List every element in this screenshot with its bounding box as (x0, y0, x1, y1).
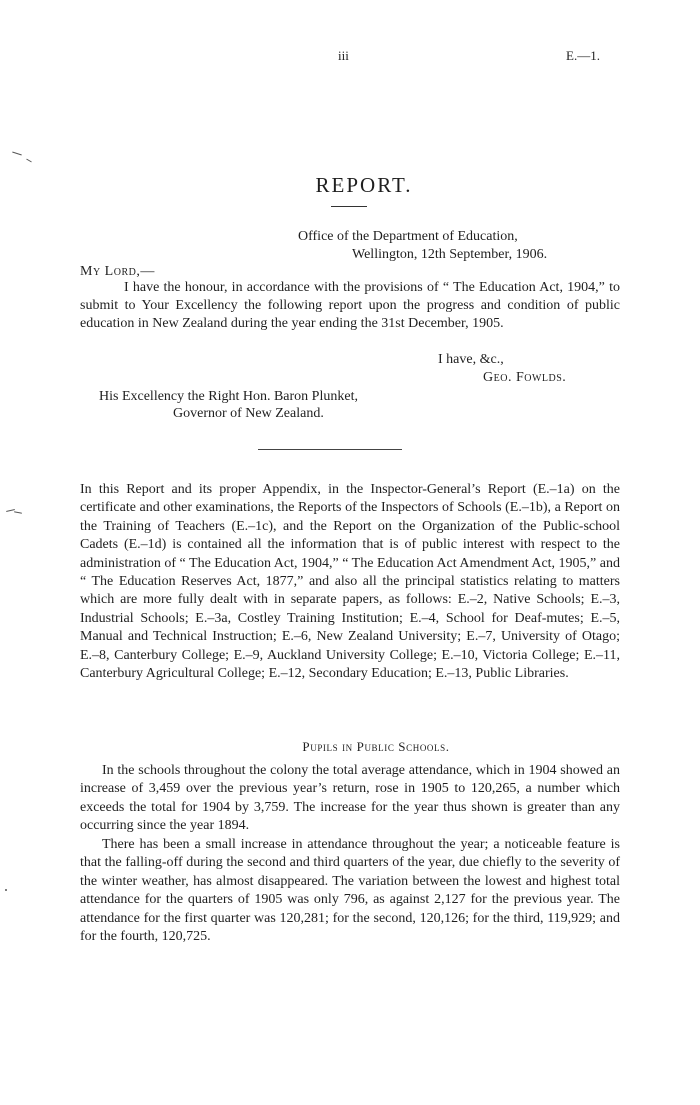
letter-body (80, 279, 620, 333)
letter-closing: I have, &c., (438, 352, 504, 367)
signature: Geo. Fowlds. (483, 370, 567, 385)
document-reference: E.—1. (566, 48, 600, 63)
report-title: REPORT. (315, 173, 413, 197)
attendance-paragraph-1 (80, 762, 620, 836)
scan-mark (12, 151, 22, 155)
attendance-paragraph-2 (80, 836, 620, 946)
intro-paragraph (80, 481, 620, 683)
date-line: Wellington, 12th September, 1906. (352, 247, 548, 262)
salutation: My Lord,— (80, 264, 155, 279)
title-rule (331, 206, 367, 207)
addressee-line-2: Governor of New Zealand. (173, 406, 324, 421)
attendance-paragraph-2-text: There has been a small increase in attendance throughout the year; a noticeable feature is that the falling-off during the second and third quarters of the year, due chiefly to the severity of the winter weather, has almost disappeared. The variation between the lowest and highest total attendance for the quarters of 1905 was only 796, as against 2,127 for the previous year. The attendance for the first quarter was 120,281; for the second, 120,126; for the third, 119,929; and for the fourth, 120,725. (80, 837, 620, 945)
scan-mark (26, 159, 32, 163)
scan-mark (5, 889, 7, 891)
scan-mark (14, 511, 22, 513)
intro-paragraph-text: In this Report and its proper Appendix, in the Inspector-General’s Report (E.–1a) on the certificate and other examinations, the Reports of the Inspectors of Schools (E.–1b), a Report on the Training of Teachers (E.–1c), and the Report on the Organization of the Public-school Cadets (E.–1d) is contained all the information that is of public interest with respect to the administration of “ The Education Act, 1904,” “ The Education Act Amendment Act, 1905,” and “ The Education Reserves Act, 1877,” and also all the principal statistics relating to matters which are more fully dealt with in separate papers, as follows: E.–2, Native Schools; E.–3, Industrial Schools; E.–3a, Costley Training Institution; E.–4, School for Deaf-mutes; E.–5, Manual and Technical Instruction; E.–6, New Zealand University; E.–7, University of Otago; E.–8, Canterbury College; E.–9, Auckland University College; E.–10, Victoria College; E.–11, Canterbury Agricultural College; E.–12, Secondary Education; E.–13, Public Libraries. (80, 482, 620, 682)
section-divider (258, 449, 402, 450)
letter-body-text: I have the honour, in accordance with the provisions of “ The Education Act, 1904,” to submit to Your Excellency the following report upon the progress and condition of public education in New Zealand during the year ending the 31st December, 1905. (80, 280, 620, 331)
section-heading: Pupils in Public Schools. (302, 739, 450, 754)
office-line: Office of the Department of Education, (298, 229, 518, 244)
page-number: iii (338, 48, 349, 63)
addressee-line-1: His Excellency the Right Hon. Baron Plunket, (99, 389, 358, 404)
attendance-paragraph-1-text: In the schools throughout the colony the total average attendance, which in 1904 showed an increase of 3,459 over the previous year’s return, rose in 1905 to 120,265, a number which exceeds the total for 1904 by 3,759. The increase for the year thus shown is greater than any occurring since the year 1894. (80, 763, 620, 834)
